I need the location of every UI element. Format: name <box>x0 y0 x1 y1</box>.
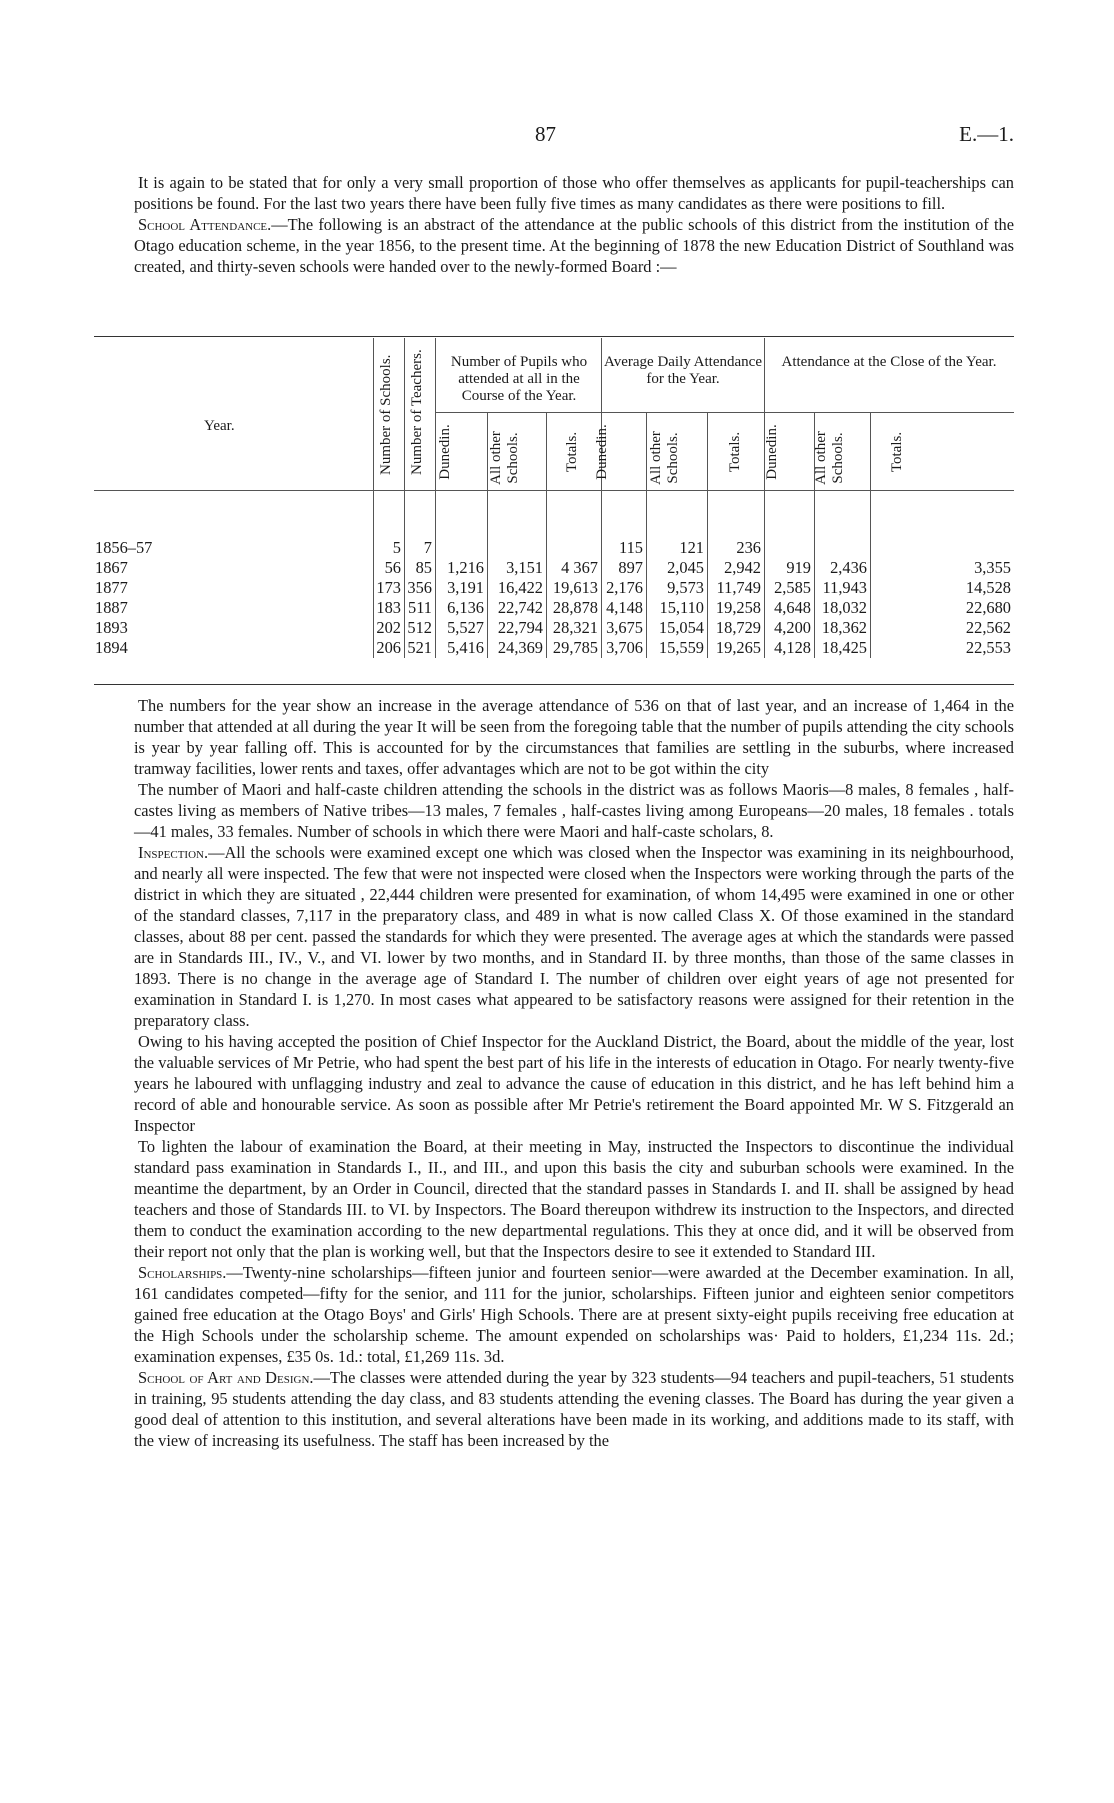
table-row <box>94 538 1014 558</box>
cell-p_tot: 28,878 <box>552 598 598 617</box>
cell-p_tot: 29,785 <box>552 638 598 657</box>
inspection-text: —All the schools were examined except one which was closed when the Inspector was examining in its neighbourhood, and nearly all were inspected. The few that were not inspected were closed when the Inspectors were working through the parts of the district in which they are situated , 22,444 children were presented for examination, of whom 14,495 were examined in one or other of the standard classes, 7,117 in the preparatory class, and 489 in what is now called Class X. Of those examined in the standard classes, about 88 per cent. passed the standards for which they were presented. The average ages at which the standards were passed are in Standards III., IV., V., and VI. lower by two months, and in Standard II. by three months, than those of the same classes in 1893. There is no change in the average age of Standard I. The number of children over eight years of age not presented for examination in Standard I. is 1,270. In most cases what appeared to be satisfactory reasons were assigned for their retention in the preparatory class. <box>134 843 1014 1030</box>
cell-a_dun: 897 <box>618 558 643 577</box>
cell-c_tot: 14,528 <box>965 578 1011 597</box>
cell-c_oth: 18,425 <box>821 638 867 657</box>
sub-totals: Totals. <box>889 431 905 473</box>
cell-p_tot: 4 367 <box>561 558 598 577</box>
paragraph-art-design <box>134 1367 1014 1451</box>
sub-other-schools: All other Schools. <box>648 431 681 485</box>
attendance-heading: School Attendance. <box>138 215 272 234</box>
teachers-header: Number of Teachers. <box>409 349 425 475</box>
cell-schools: 173 <box>376 578 401 597</box>
cell-schools: 56 <box>384 558 401 577</box>
cell-teachers: 512 <box>407 618 432 637</box>
document-reference: E.—1. <box>959 122 1014 146</box>
sub-other-schools: All other Schools. <box>488 431 521 485</box>
attendance-text: —The following is an abstract of the attendance at the public schools of this district from the institution of the Otago education scheme, in the year 1856, to the present time. At the beginning of 1878 the new Education District of Southland was created, and thirty-seven schools were handed over to the newly-formed Board :— <box>134 215 1014 276</box>
cell-schools: 183 <box>376 598 401 617</box>
scholarships-heading: Scholarships. <box>138 1263 227 1282</box>
cell-a_oth: 2,045 <box>667 558 704 577</box>
cell-p_oth: 22,794 <box>497 618 543 637</box>
sub-dunedin: Dunedin. <box>437 424 453 480</box>
cell-a_dun: 3,675 <box>606 618 643 637</box>
table-row <box>94 558 1014 578</box>
paragraph-attendance-increase: The numbers for the year show an increase in the average attendance of 536 on that of last year, and an increase of 1,464 in the number that attended at all during the year It will be seen from the foregoing table that the number of pupils attending the city schools is year by year falling off. This is accounted for by the circumstances that families are settling in the suburbs, where increased tramway facilities, lower rents and taxes, offer advantages which are not to be got within the city <box>134 696 1014 778</box>
page-header <box>0 122 1114 152</box>
attendance-table <box>94 332 1014 692</box>
cell-a_tot: 2,942 <box>724 558 761 577</box>
year-header: Year. <box>204 418 235 434</box>
paragraph-maori-children: The number of Maori and half-caste children attending the schools in the district was as follows Maoris—8 males, 8 females , half-castes living as members of Native tribes—13 males, 7 females , half-castes living among Europeans—20 males, 18 females . totals—41 males, 33 females. Number of schools in which there were Maori and half-caste scholars, 8. <box>134 780 1014 841</box>
cell-c_dun: 4,648 <box>774 598 811 617</box>
cell-c_dun: 2,585 <box>774 578 811 597</box>
cell-c_oth: 18,362 <box>821 618 867 637</box>
cell-year: 1856–57 <box>95 538 153 557</box>
cell-a_oth: 121 <box>679 538 704 557</box>
cell-teachers: 521 <box>407 638 432 657</box>
cell-p_oth: 24,369 <box>497 638 543 657</box>
cell-year: 1893 <box>95 618 128 637</box>
cell-a_dun: 3,706 <box>606 638 643 657</box>
cell-a_oth: 9,573 <box>667 578 704 597</box>
cell-p_oth: 3,151 <box>506 558 543 577</box>
cell-a_oth: 15,110 <box>659 598 704 617</box>
page-number: 87 <box>535 122 556 146</box>
table-row <box>94 638 1014 658</box>
cell-c_oth: 2,436 <box>830 558 867 577</box>
table-row <box>94 598 1014 618</box>
cell-a_oth: 15,559 <box>658 638 704 657</box>
table-row <box>94 618 1014 638</box>
cell-p_dun: 6,136 <box>447 598 484 617</box>
sub-other-schools: All other Schools. <box>813 431 846 485</box>
table-top-rule <box>94 336 1014 337</box>
cell-p_tot: 19,613 <box>552 578 598 597</box>
cell-p_tot: 28,321 <box>552 618 598 637</box>
cell-year: 1867 <box>95 558 128 577</box>
art-design-heading: School of Art and Design. <box>138 1368 314 1387</box>
cell-schools: 5 <box>392 538 401 557</box>
cell-c_dun: 4,128 <box>774 638 811 657</box>
cell-a_tot: 18,729 <box>715 618 761 637</box>
cell-a_tot: 19,265 <box>715 638 761 657</box>
cell-year: 1877 <box>95 578 128 597</box>
sub-dunedin: Dunedin. <box>764 424 780 480</box>
inspection-heading: Inspection. <box>138 843 209 862</box>
cell-c_tot: 22,553 <box>965 638 1011 657</box>
cell-p_oth: 16,422 <box>497 578 543 597</box>
intro-section <box>134 172 1014 277</box>
cell-a_tot: 19,258 <box>715 598 761 617</box>
cell-c_oth: 11,943 <box>822 578 867 597</box>
cell-a_dun: 115 <box>619 538 643 557</box>
paragraph-inspection <box>134 842 1014 1031</box>
body-text <box>134 695 1014 1451</box>
cell-c_tot: 22,680 <box>965 598 1011 617</box>
cell-p_dun: 3,191 <box>447 578 484 597</box>
attendance-paragraph <box>134 214 1014 277</box>
paragraph-examination: To lighten the labour of examination the Board, at their meeting in May, instructed the Inspectors to discontinue the individual standard pass examination in Standards I., II., and III., and upon this basis the city and suburban schools were examined. In the meantime the department, by an Order in Council, directed that the standard passes in Standards I. and II. shall be assigned by head teachers and those of Standards III. to VI. by Inspectors. The Board thereupon withdrew its instruction to the Inspectors, and directed them to conduct the examination according to the new departmental regulations. This they at once did, and it will be observed from their report not only that the plan is working well, but that the Inspectors desire to see it extended to Standard III. <box>134 1137 1014 1261</box>
cell-schools: 206 <box>376 638 401 657</box>
cell-a_tot: 11,749 <box>716 578 761 597</box>
group-average-attendance: Average Daily Attendance for the Year. <box>604 354 762 387</box>
cell-a_tot: 236 <box>736 538 761 557</box>
cell-schools: 202 <box>376 618 401 637</box>
sub-dunedin: Dunedin. <box>594 424 610 480</box>
cell-a_oth: 15,054 <box>658 618 704 637</box>
art-design-text: —The classes were attended during the year by 323 students—94 teachers and pupil-teachers, 51 students in training, 95 students attending the day class, and 83 students attending the evening classes. The Board has during the year given a good deal of attention to this institution, and several alterations have been made in its working, and additions made to its staff, with the view of increasing its usefulness. The staff has been increased by the <box>134 1368 1014 1450</box>
sub-totals: Totals. <box>564 431 580 473</box>
group-close-attendance: Attendance at the Close of the Year. <box>781 354 997 370</box>
cell-p_oth: 22,742 <box>497 598 543 617</box>
schools-header: Number of Schools. <box>378 354 394 475</box>
table-row <box>94 578 1014 598</box>
cell-teachers: 356 <box>407 578 432 597</box>
scholarships-text: —Twenty-nine scholarships—fifteen junior and fourteen senior—were awarded at the December examination. In all, 161 candidates competed—fifty for the senior, and 111 for the junior, scholarships. Fifteen junior and eighteen senior competitors gained free education at the Otago Boys' and Girls' High Schools. There are at present sixty-eight pupils receiving free education at the High Schools under the scholarship scheme. The amount expended on scholarships was· Paid to holders, £1,234 11s. 2d.; examination expenses, £35 0s. 1d.: total, £1,269 11s. 3d. <box>134 1263 1014 1366</box>
intro-paragraph: It is again to be stated that for only a very small proportion of those who offer themselves as applicants for pupil-teacherships can positions be found. For the last two years there have been fully five times as many candidates as there were positions to fill. <box>134 173 1014 213</box>
table-bottom-rule <box>94 684 1014 685</box>
cell-year: 1894 <box>95 638 128 657</box>
group-pupils-attended: Number of Pupils who attended at all in the Course of the Year. <box>450 354 588 404</box>
cell-year: 1887 <box>95 598 128 617</box>
cell-teachers: 511 <box>408 598 432 617</box>
cell-p_dun: 1,216 <box>447 558 484 577</box>
cell-p_dun: 5,527 <box>447 618 484 637</box>
paragraph-petrie: Owing to his having accepted the position of Chief Inspector for the Auckland District, the Board, about the middle of the year, lost the valuable services of Mr Petrie, who had spent the best part of his life in the interests of education in Otago. For nearly twenty-five years he laboured with unflagging industry and zeal to advance the cause of education in this district, and he has left behind him a record of able and honourable service. As soon as possible after Mr Petrie's retirement the Board appointed Mr. W S. Fitzgerald an Inspector <box>134 1032 1014 1135</box>
cell-c_tot: 3,355 <box>974 558 1011 577</box>
cell-teachers: 7 <box>423 538 432 557</box>
cell-a_dun: 2,176 <box>606 578 643 597</box>
header-rule <box>94 490 1014 491</box>
sub-totals: Totals. <box>727 431 743 473</box>
cell-teachers: 85 <box>415 558 432 577</box>
cell-a_dun: 4,148 <box>606 598 643 617</box>
cell-c_tot: 22,562 <box>965 618 1011 637</box>
group-rule <box>436 412 1014 413</box>
paragraph-scholarships <box>134 1262 1014 1367</box>
cell-c_dun: 919 <box>786 558 811 577</box>
cell-c_oth: 18,032 <box>821 598 867 617</box>
cell-p_dun: 5,416 <box>447 638 484 657</box>
cell-c_dun: 4,200 <box>774 618 811 637</box>
